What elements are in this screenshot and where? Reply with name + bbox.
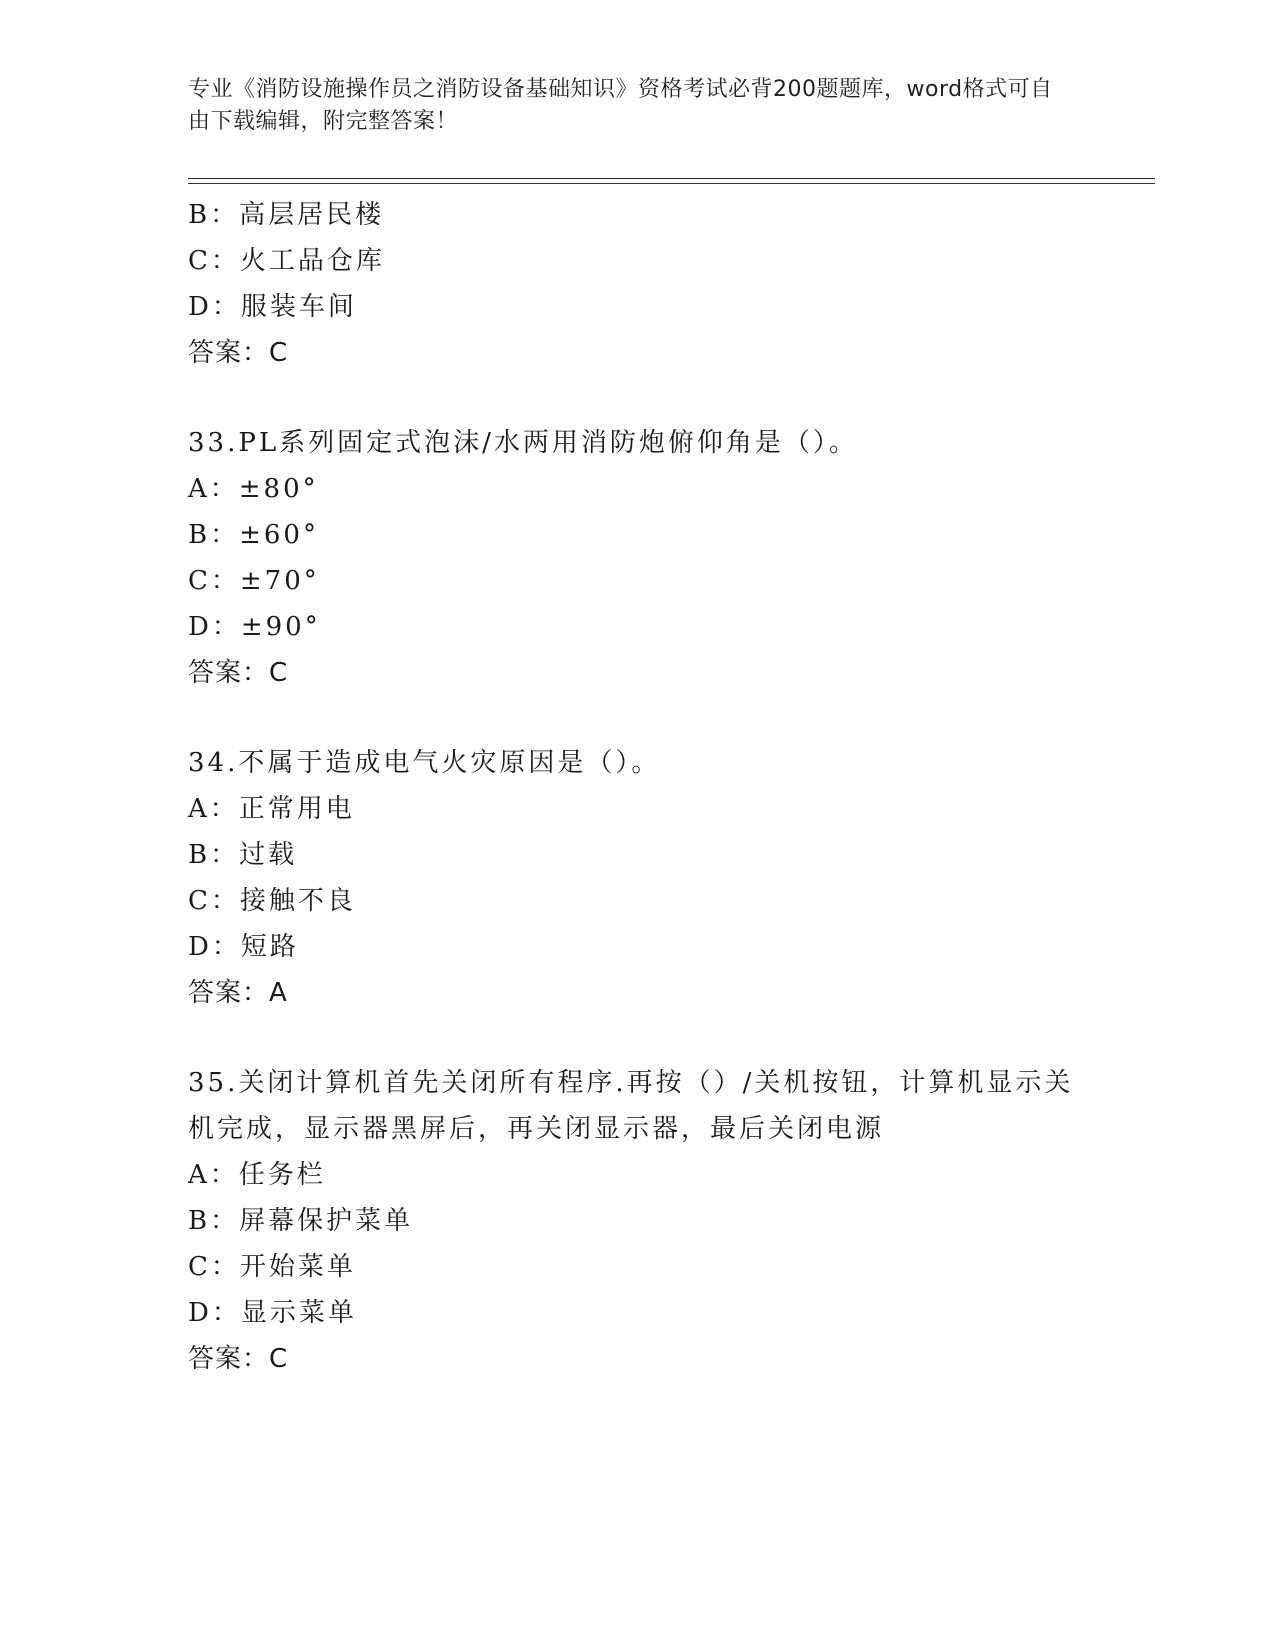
answer-line: 答案：C [188, 1344, 289, 1374]
option-a: A：任务栏 [188, 1160, 326, 1190]
answer-line: 答案：C [188, 658, 289, 688]
option-d: D：±90° [188, 612, 321, 642]
question-block-35 [188, 1060, 1088, 1382]
spacer [188, 696, 1088, 740]
option-b: B：±60° [188, 520, 319, 550]
question-block-33 [188, 420, 1088, 696]
answer-line: 答案：A [188, 978, 288, 1008]
header-divider-bottom [188, 183, 1155, 184]
document-header: 专业《消防设施操作员之消防设备基础知识》资格考试必背200题题库，word格式可自由下载编辑，附完整答案！ [188, 77, 1053, 134]
option-c: C：开始菜单 [188, 1252, 356, 1282]
option-d: D：显示菜单 [188, 1298, 357, 1328]
answer-line: 答案：C [188, 338, 289, 368]
spacer [188, 376, 1088, 420]
header-divider-top [188, 178, 1155, 179]
question-block-32 [188, 192, 1088, 376]
question-list [188, 192, 1088, 1382]
option-d: D：短路 [188, 932, 299, 962]
option-b: B：屏幕保护菜单 [188, 1206, 414, 1236]
option-a: A：正常用电 [188, 794, 355, 824]
option-b: B：高层居民楼 [188, 200, 385, 230]
question-stem: 35.关闭计算机首先关闭所有程序.再按（）/关机按钮，计算机显示关机完成，显示器黑屏后，再关闭显示器，最后关闭电源 [188, 1068, 1074, 1144]
option-b: B：过载 [188, 840, 298, 870]
option-c: C：±70° [188, 566, 320, 596]
spacer [188, 1016, 1088, 1060]
question-stem: 34.不属于造成电气火灾原因是（）。 [188, 748, 661, 778]
option-c: C：火工品仓库 [188, 246, 385, 276]
option-d: D：服装车间 [188, 292, 357, 322]
option-a: A：±80° [188, 474, 319, 504]
question-stem: 33.PL系列固定式泡沫/水两用消防炮俯仰角是（）。 [188, 428, 858, 458]
option-c: C：接触不良 [188, 886, 356, 916]
question-block-34 [188, 740, 1088, 1016]
